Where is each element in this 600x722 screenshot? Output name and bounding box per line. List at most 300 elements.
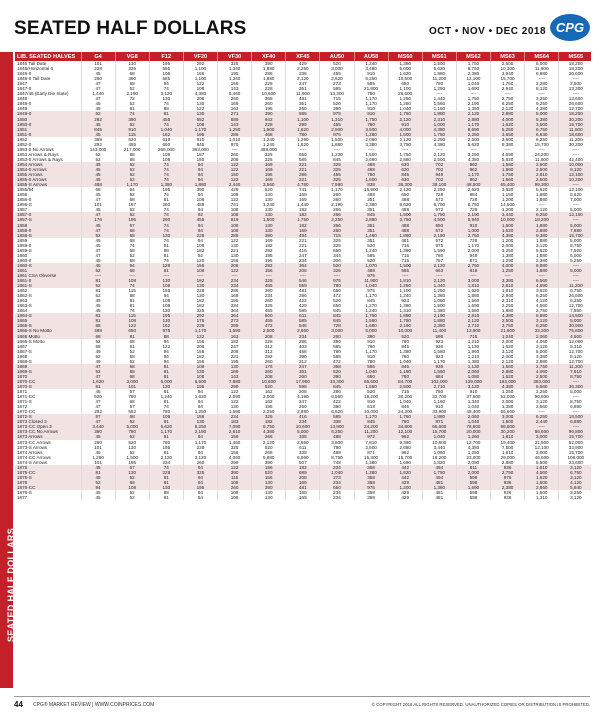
price-cell: 1,750	[354, 117, 388, 122]
coin-label: 1873-S Arrows	[15, 445, 81, 450]
price-cell: 15,300	[354, 455, 388, 460]
price-cell: 1,170	[422, 359, 456, 364]
price-cell: 299	[286, 122, 320, 127]
price-cell: 130	[252, 495, 286, 500]
price-cell: 702	[422, 177, 456, 182]
price-cell: 1,380	[422, 485, 456, 490]
price-cell: 94	[149, 81, 183, 86]
price-cell: 169	[286, 480, 320, 485]
price-cell: 6,750	[422, 202, 456, 207]
price-cell: 20,000	[456, 429, 490, 434]
price-cell: 260	[252, 369, 286, 374]
price-cell: 162	[149, 132, 183, 137]
price-cell: 6,880	[559, 404, 591, 409]
price-cell: 3,880	[525, 359, 559, 364]
price-cell: 488	[388, 223, 422, 228]
price-cell: 520	[252, 187, 286, 192]
coin-label: 1858	[15, 223, 81, 228]
price-cell: 176	[183, 318, 217, 323]
price-cell: 585	[320, 414, 354, 419]
price-cell: 30,200	[388, 394, 422, 399]
price-cell: 4,380	[252, 429, 286, 434]
price-cell: 780	[149, 440, 183, 445]
price-cell: 3,000	[491, 414, 525, 419]
price-cell: 45	[81, 207, 115, 212]
price-cell: ----	[456, 91, 490, 96]
price-cell: 163	[218, 106, 252, 111]
price-cell: 520	[320, 298, 354, 303]
price-cell: 81	[115, 298, 149, 303]
price-cell: 74	[115, 308, 149, 313]
price-cell: 1,160	[422, 106, 456, 111]
price-cell: 845	[320, 308, 354, 313]
price-cell: 195	[252, 172, 286, 177]
price-cell: 1,100	[388, 86, 422, 91]
price-cell: 45	[81, 465, 115, 470]
price-cell: 169	[218, 369, 252, 374]
price-cell: 81	[149, 197, 183, 202]
price-cell: 182	[183, 303, 217, 308]
price-cell: 234	[252, 293, 286, 298]
price-cell: 2,500	[456, 137, 490, 142]
price-cell: 1,880	[252, 66, 286, 71]
coin-label: 1877	[15, 495, 81, 500]
price-cell: 936	[491, 480, 525, 485]
section-sidebar	[0, 52, 16, 688]
price-cell: 1,040	[354, 283, 388, 288]
price-cell: 325	[320, 162, 354, 167]
price-cell: 6,250	[354, 76, 388, 81]
price-cell: 15,700	[491, 76, 525, 81]
price-cell: 11,200	[422, 76, 456, 81]
coin-label: 1854 Arrows	[15, 162, 81, 167]
price-cell: 325	[218, 61, 252, 66]
price-cell: 585	[388, 268, 422, 273]
price-cell: 845	[81, 127, 115, 132]
price-cell: 6,250	[525, 323, 559, 328]
price-cell: 48,400	[456, 409, 490, 414]
price-cell: 351	[354, 238, 388, 243]
price-cell: 11,500	[559, 127, 591, 132]
price-cell: 1,750	[456, 61, 490, 66]
price-cell: 12,100	[388, 429, 422, 434]
price-cell: 122	[183, 106, 217, 111]
price-cell: 325	[252, 157, 286, 162]
price-cell: 45	[81, 389, 115, 394]
price-cell: 266	[320, 212, 354, 217]
price-cell: 2,120	[286, 76, 320, 81]
price-cell: ----	[559, 152, 591, 157]
price-cell: 3,250	[491, 248, 525, 253]
price-cell: 15,700	[559, 434, 591, 439]
price-cell: 422	[320, 399, 354, 404]
price-cell: 195	[149, 61, 183, 66]
coin-label: 1860	[15, 253, 81, 258]
price-cell: 32,700	[422, 394, 456, 399]
price-cell: 1,880	[320, 142, 354, 147]
price-cell: 13,300	[559, 86, 591, 91]
price-cell: 1,280	[354, 132, 388, 137]
price-cell: ----	[422, 147, 456, 152]
price-cell: 74	[149, 177, 183, 182]
price-cell: 66,600	[354, 379, 388, 384]
price-cell: 1,380	[491, 404, 525, 409]
price-cell: 936	[422, 364, 456, 369]
price-cell: 650	[388, 81, 422, 86]
price-cell: 1,170	[354, 101, 388, 106]
price-cell: 585	[286, 111, 320, 116]
price-cell: 130	[183, 283, 217, 288]
coin-label: 1870-CC	[15, 379, 81, 384]
price-cell: 52	[115, 192, 149, 197]
price-cell: 182	[252, 419, 286, 424]
price-cell: 122	[218, 162, 252, 167]
price-cell: 88	[81, 323, 115, 328]
price-cell: 390	[252, 485, 286, 490]
price-cell: 81	[115, 106, 149, 111]
price-cell: 68	[81, 187, 115, 192]
price-cell: 650	[354, 374, 388, 379]
price-cell: 108	[183, 243, 217, 248]
price-cell: 247	[286, 253, 320, 258]
price-cell: 52	[81, 268, 115, 273]
price-cell: 163	[218, 334, 252, 339]
price-cell: 2,500	[320, 127, 354, 132]
price-cell: 182	[183, 354, 217, 359]
price-cell: 1,200	[491, 197, 525, 202]
price-cell: 94	[115, 263, 149, 268]
price-cell: ----	[525, 91, 559, 96]
price-cell: 7,810	[354, 440, 388, 445]
price-cell: 1,750	[422, 132, 456, 137]
price-cell: 884	[456, 192, 490, 197]
price-cell: 572	[422, 197, 456, 202]
price-cell: 23,000	[456, 455, 490, 460]
price-cell: 3,120	[525, 243, 559, 248]
price-cell: 1,270	[354, 303, 388, 308]
price-cell: 3,000	[525, 450, 559, 455]
price-cell: 500	[252, 313, 286, 318]
price-cell: 156	[183, 71, 217, 76]
price-cell: 20,600	[559, 71, 591, 76]
price-cell: 10,200	[559, 177, 591, 182]
price-cell: 234	[320, 480, 354, 485]
price-cell: 130	[149, 278, 183, 283]
column-header: F12	[149, 52, 183, 61]
price-cell: 741	[286, 187, 320, 192]
price-cell: 1,500	[525, 480, 559, 485]
price-cell: ----	[218, 273, 252, 278]
coin-label: 1860-S	[15, 263, 81, 268]
price-cell: 6,560	[320, 394, 354, 399]
column-header: AU58	[354, 52, 388, 61]
price-cell: 5,620	[491, 157, 525, 162]
price-cell: 286	[218, 288, 252, 293]
price-cell: 234	[218, 278, 252, 283]
price-cell: ----	[559, 91, 591, 96]
price-cell: 195	[252, 253, 286, 258]
price-cell: 3,250	[525, 96, 559, 101]
price-cell: 780	[320, 283, 354, 288]
price-cell: 9,380	[388, 440, 422, 445]
price-cell: 101	[81, 61, 115, 66]
price-cell: 94	[149, 293, 183, 298]
price-cell: 1,880	[422, 111, 456, 116]
price-cell: ----	[491, 273, 525, 278]
price-cell: 11,200	[559, 364, 591, 369]
price-cell: 88	[149, 334, 183, 339]
price-cell: 57	[115, 465, 149, 470]
price-cell: 1,820	[422, 460, 456, 465]
price-cell: 312	[252, 344, 286, 349]
price-cell: 1,150	[491, 192, 525, 197]
price-cell: 52	[115, 253, 149, 258]
price-cell: 6,250	[491, 101, 525, 106]
price-cell: 6,620	[320, 409, 354, 414]
price-cell: 520	[252, 470, 286, 475]
price-cell: 358	[81, 137, 115, 142]
price-cell: 101	[81, 445, 115, 450]
price-cell: 15,700	[388, 455, 422, 460]
price-cell: ----	[559, 409, 591, 414]
price-cell: 10,600	[252, 379, 286, 384]
price-cell: 130	[149, 308, 183, 313]
price-cell: 96,800	[559, 429, 591, 434]
price-cell: 122	[183, 334, 217, 339]
price-cell: 2,250	[422, 137, 456, 142]
price-cell: 1,040	[320, 470, 354, 475]
page-number: 44	[14, 700, 23, 709]
coin-label: 1874-S Arrows	[15, 460, 81, 465]
price-cell: 1,880	[422, 318, 456, 323]
column-header: G4	[81, 52, 115, 61]
price-cell: 611	[456, 465, 490, 470]
price-cell: 455	[252, 308, 286, 313]
price-cell: 910	[456, 389, 490, 394]
price-cell: 130	[115, 61, 149, 66]
coin-label: 1869	[15, 364, 81, 369]
price-cell: 2,120	[388, 137, 422, 142]
price-cell: 2,690	[354, 157, 388, 162]
price-cell: 1,130	[456, 364, 490, 369]
price-cell: 1,170	[456, 172, 490, 177]
price-cell: ----	[491, 91, 525, 96]
price-cell: 182	[218, 339, 252, 344]
table-row	[15, 460, 591, 465]
price-cell: 94	[183, 207, 217, 212]
price-cell: 143,000	[81, 147, 115, 152]
footer-copyright: © COPYRIGHT 2018 ALL RIGHTS RESERVED. UNAUTHORIZED COPIES OR DISTRIBUTION IS PROHIBITED.	[371, 702, 590, 707]
price-cell: 2,190	[320, 202, 354, 207]
price-cell: 18,200	[559, 66, 591, 71]
price-cell: 442	[388, 475, 422, 480]
price-cell: 68	[115, 268, 149, 273]
price-cell: 1,040	[456, 419, 490, 424]
price-cell: 108	[149, 303, 183, 308]
price-cell: 115	[115, 132, 149, 137]
price-cell: 130	[218, 243, 252, 248]
table-row	[15, 127, 591, 132]
price-cell: 52	[81, 283, 115, 288]
price-cell: 4,120	[559, 480, 591, 485]
price-cell: 5,380	[525, 117, 559, 122]
price-cell: 4,500	[559, 334, 591, 339]
price-cell: 74	[149, 167, 183, 172]
price-cell: 3,500	[354, 127, 388, 132]
price-cell: 494	[422, 465, 456, 470]
price-cell: 1,880	[525, 192, 559, 197]
price-cell: 130	[183, 101, 217, 106]
price-cell: 1,620	[388, 470, 422, 475]
price-cell: 3,750	[388, 142, 422, 147]
price-cell: 88	[149, 106, 183, 111]
price-cell: 33,300	[525, 328, 559, 333]
price-cell: 1,620	[491, 122, 525, 127]
price-cell: 6,880	[525, 263, 559, 268]
price-cell: 52	[81, 354, 115, 359]
price-cell: 1,250	[456, 450, 490, 455]
price-cell: 208	[218, 263, 252, 268]
column-header: MS60	[388, 52, 422, 61]
price-cell: 195	[149, 445, 183, 450]
price-cell: 5,000	[115, 424, 149, 429]
price-cell: 871	[354, 450, 388, 455]
price-cell: 1,620	[286, 127, 320, 132]
price-cell: 8,120	[559, 167, 591, 172]
price-cell: 8,750	[252, 424, 286, 429]
price-cell: 390	[320, 374, 354, 379]
price-cell: 247	[286, 81, 320, 86]
price-cell: 122	[218, 465, 252, 470]
price-cell: 1,620	[491, 374, 525, 379]
price-cell: 47	[81, 404, 115, 409]
price-cell: 81	[81, 288, 115, 293]
price-cell: 221	[286, 238, 320, 243]
price-cell: 68	[115, 258, 149, 263]
price-cell: 429	[388, 495, 422, 500]
price-cell: 520	[388, 334, 422, 339]
price-cell: 5,000	[525, 61, 559, 66]
coin-label: 1875-CC	[15, 470, 81, 475]
price-cell: 266	[320, 207, 354, 212]
price-cell: 228	[183, 323, 217, 328]
price-cell: 208	[218, 349, 252, 354]
price-cell: 52	[81, 233, 115, 238]
price-cell: 260	[252, 101, 286, 106]
price-cell: 585	[354, 253, 388, 258]
price-cell: 494	[422, 475, 456, 480]
price-cell: 169	[286, 490, 320, 495]
price-cell: 552	[115, 409, 149, 414]
price-table	[15, 52, 591, 500]
price-cell: 488	[81, 182, 115, 187]
price-cell: 182	[286, 465, 320, 470]
price-cell: 481	[422, 490, 456, 495]
price-cell: 130	[149, 233, 183, 238]
price-cell: 12,700	[559, 359, 591, 364]
price-cell: 2,000	[491, 243, 525, 248]
price-cell: 234	[218, 303, 252, 308]
price-cell: 923	[422, 339, 456, 344]
price-cell: 228	[252, 86, 286, 91]
price-cell: 358	[354, 475, 388, 480]
price-cell: 1,380	[388, 349, 422, 354]
price-cell: 260	[286, 106, 320, 111]
price-cell: 286	[286, 172, 320, 177]
price-cell: 3,750	[388, 217, 422, 222]
price-cell: 1,750	[388, 152, 422, 157]
column-header: MS62	[456, 52, 490, 61]
price-cell: 4,760	[286, 182, 320, 187]
price-cell: 363,000	[525, 379, 559, 384]
price-cell: 12,100	[525, 445, 559, 450]
price-cell: 187	[183, 152, 217, 157]
coin-label: 1876-S	[15, 490, 81, 495]
price-cell: 942	[252, 117, 286, 122]
price-cell: 52	[115, 359, 149, 364]
price-cell: 195	[183, 485, 217, 490]
price-cell: 715	[320, 96, 354, 101]
price-cell: 273	[218, 318, 252, 323]
price-cell: 780	[388, 419, 422, 424]
price-cell: 871	[422, 419, 456, 424]
price-cell: 94	[183, 238, 217, 243]
price-cell: 715	[320, 233, 354, 238]
coin-label: 1867	[15, 344, 81, 349]
price-cell: 182	[252, 243, 286, 248]
price-cell: 234	[320, 465, 354, 470]
price-cell: 5,620	[422, 66, 456, 71]
price-cell: 5,000	[559, 389, 591, 394]
price-cell: 455	[252, 318, 286, 323]
price-cell: 1,590	[422, 248, 456, 253]
price-cell: ----	[388, 147, 422, 152]
price-cell: 57	[115, 404, 149, 409]
price-cell: 2,120	[456, 318, 490, 323]
price-cell: 3,380	[525, 354, 559, 359]
coin-label: 1868	[15, 354, 81, 359]
price-cell: 182	[183, 248, 217, 253]
price-cell: 1,460	[218, 440, 252, 445]
price-cell: 47	[81, 86, 115, 91]
price-cell: 48,500	[456, 182, 490, 187]
price-cell: 972	[354, 434, 388, 439]
price-cell: 3,120	[525, 344, 559, 349]
price-cell: ----	[559, 263, 591, 268]
price-cell: 2,190	[422, 233, 456, 238]
price-cell: 94	[183, 228, 217, 233]
price-cell: 266	[320, 223, 354, 228]
price-cell: 47	[81, 96, 115, 101]
price-cell: 12,700	[456, 440, 490, 445]
price-cell: 13,600	[559, 96, 591, 101]
price-cell: 1,100	[388, 288, 422, 293]
price-cell: 936	[491, 465, 525, 470]
price-cell: 2,250	[320, 217, 354, 222]
price-cell: 108	[149, 152, 183, 157]
price-cell: 325	[320, 177, 354, 182]
price-cell: 910	[354, 106, 388, 111]
price-cell: 2,380	[422, 323, 456, 328]
price-cell: 228	[183, 445, 217, 450]
price-cell: 585	[286, 308, 320, 313]
price-cell: 975	[149, 328, 183, 333]
coin-label: 1869-S	[15, 369, 81, 374]
price-cell: 1,620	[81, 379, 115, 384]
price-cell: 1,620	[456, 288, 490, 293]
price-cell: 228	[252, 339, 286, 344]
column-header: VF30	[218, 52, 252, 61]
